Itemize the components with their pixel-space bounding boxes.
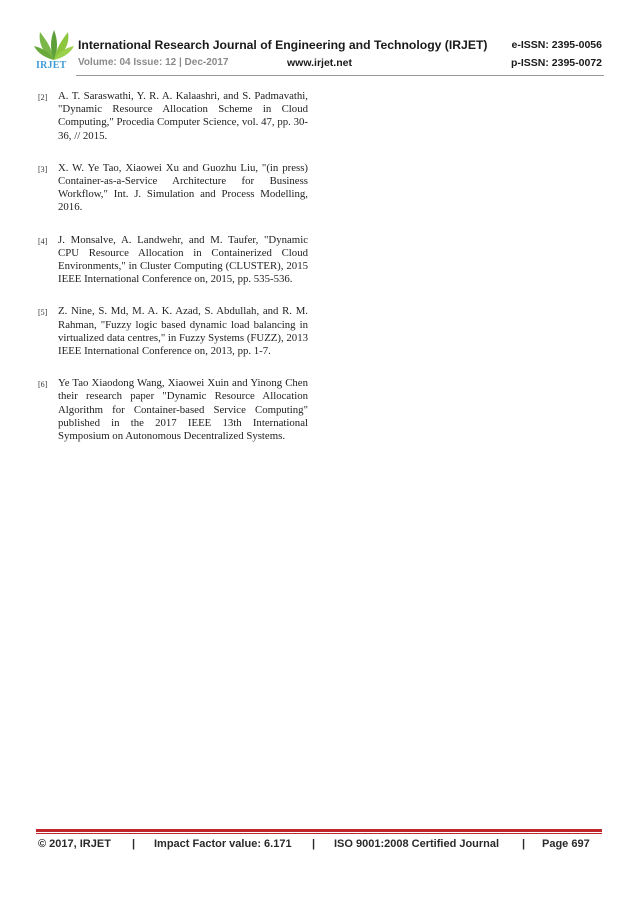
footer-separator: | bbox=[522, 838, 526, 850]
reference-item bbox=[38, 90, 308, 143]
journal-title: International Research Journal of Engineering and Technology (IRJET) bbox=[78, 38, 488, 52]
reference-list bbox=[38, 90, 308, 462]
reference-text: Z. Nine, S. Md, M. A. K. Azad, S. Abdullah, and R. M. Rahman, "Fuzzy logic based dynamic load balancing in virtualized data centres," in Fuzzy Systems (FUZZ), 2013 IEEE International Conference on, 2013, pp. 1-7. bbox=[58, 305, 308, 358]
page-footer bbox=[36, 838, 602, 854]
reference-item bbox=[38, 377, 308, 443]
volume-issue: Volume: 04 Issue: 12 | Dec-2017 bbox=[78, 57, 229, 68]
impact-factor: Impact Factor value: 6.171 bbox=[154, 838, 292, 850]
page-header bbox=[34, 30, 604, 76]
reference-item bbox=[38, 305, 308, 358]
reference-number: [2] bbox=[38, 93, 48, 102]
reference-number: [5] bbox=[38, 308, 48, 318]
p-issn: p-ISSN: 2395-0072 bbox=[510, 57, 602, 69]
reference-text: X. W. Ye Tao, Xiaowei Xu and Guozhu Liu, "(in press) Container-as-a-Service Architecture for Business Workflow," Int. J. Simulation and Process Modelling, 2016. bbox=[58, 161, 308, 214]
website-link[interactable]: www.irjet.net bbox=[287, 57, 352, 69]
reference-item bbox=[38, 162, 308, 215]
footer-divider-thick bbox=[36, 829, 602, 832]
reference-number: [6] bbox=[38, 380, 48, 390]
reference-item bbox=[38, 234, 308, 287]
iso-certification: ISO 9001:2008 Certified Journal bbox=[334, 838, 500, 850]
reference-number: [3] bbox=[38, 164, 48, 174]
header-divider bbox=[76, 75, 604, 76]
footer-separator: | bbox=[312, 838, 316, 850]
reference-text: A. T. Saraswathi, Y. R. A. Kalaashri, and S. Padmavathi, "Dynamic Resource Allocation Scheme in Cloud Computing," Procedia Computer Science, vol. 47, pp. 30-36, // 2015. bbox=[58, 90, 308, 142]
reference-text: Ye Tao Xiaodong Wang, Xiaowei Xuin and Yinong Chen their research paper "Dynamic Resource Allocation Algorithm for Container-based Service Computing" published in the 2017 IEEE 13th International Symposium on Autonomous Decentralized Systems. bbox=[58, 377, 308, 443]
footer-separator: | bbox=[132, 838, 136, 850]
footer-divider-thin bbox=[36, 833, 602, 834]
reference-text: J. Monsalve, A. Landwehr, and M. Taufer, "Dynamic CPU Resource Allocation in Containerized Cloud Environments," in Cluster Computing (CLUSTER), 2015 IEEE International Conference on, 2015, pp. 535-536. bbox=[58, 233, 308, 286]
irjet-logo bbox=[34, 30, 74, 76]
logo-text: IRJET bbox=[36, 60, 67, 71]
reference-number: [4] bbox=[38, 236, 48, 246]
e-issn: e-ISSN: 2395-0056 bbox=[511, 39, 602, 51]
copyright: © 2017, IRJET bbox=[38, 838, 111, 850]
leaf-logo-icon bbox=[34, 30, 74, 62]
page-number: Page 697 bbox=[542, 838, 590, 850]
